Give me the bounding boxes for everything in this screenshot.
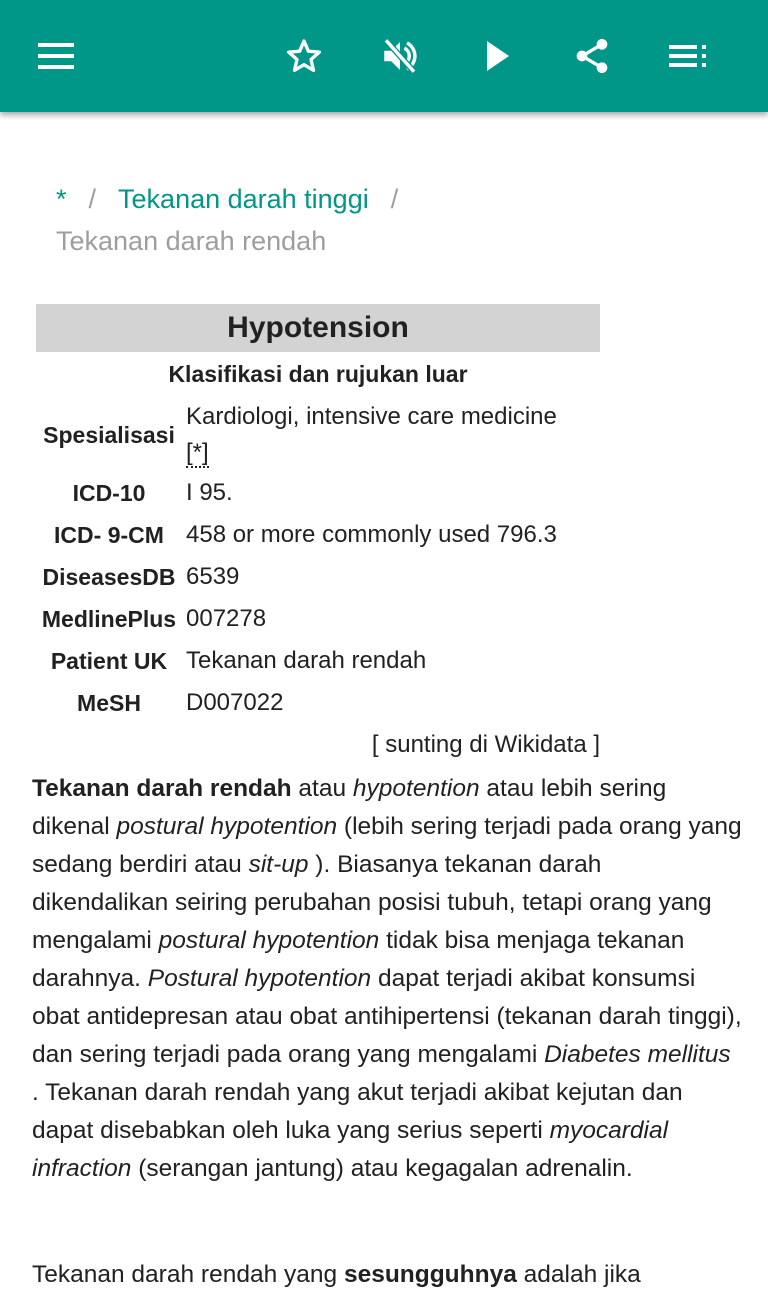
infobox-title: Hypotension [36, 304, 600, 352]
infobox-row [36, 556, 600, 598]
play-button[interactable] [474, 32, 522, 80]
breadcrumb [56, 178, 736, 262]
breadcrumb-separator: / [88, 184, 97, 214]
row-label: ICD- 9-CM [54, 521, 164, 548]
infobox-row [36, 514, 600, 556]
app-bar [0, 0, 768, 112]
breadcrumb-separator: / [390, 184, 399, 214]
breadcrumb-current: Tekanan darah rendah [56, 226, 327, 256]
playlist-icon [669, 45, 707, 67]
row-label: Patient UK [50, 647, 168, 674]
row-label: MedlinePlus [41, 605, 177, 632]
infobox-row [36, 640, 600, 682]
menu-icon [38, 43, 74, 69]
text: tidak bisa menjaga tekanan darahnya. [32, 927, 685, 992]
play-icon [485, 41, 511, 71]
bold-text: Tekanan darah rendah [32, 775, 292, 802]
infobox [36, 304, 600, 766]
star-icon [284, 36, 324, 76]
text: (serangan jantung) atau kegagalan adrenalin. [131, 1155, 633, 1182]
text: atau [291, 775, 353, 802]
row-label: ICD-10 [72, 479, 146, 506]
italic-text: myocardial infraction [32, 1117, 669, 1182]
article-paragraph [32, 1256, 742, 1294]
text: atau lebih sering dikenal [32, 775, 667, 840]
row-value: Tekanan darah rendah [186, 647, 427, 674]
edit-wikidata-link[interactable]: [ sunting di Wikidata ] [371, 731, 600, 758]
italic-text: postural hypotention [158, 927, 380, 954]
share-icon [572, 35, 612, 77]
menu-button[interactable] [32, 32, 80, 80]
italic-text: sit-up [248, 851, 309, 878]
row-value: D007022 [186, 689, 284, 716]
row-value: 458 or more commonly used 796.3 [186, 521, 557, 548]
text: (lebih sering terjadi pada orang yang sedang berdiri atau [32, 813, 742, 878]
infobox-row [36, 598, 600, 640]
italic-text: postural hypotention [116, 813, 338, 840]
row-value: 6539 [186, 563, 240, 590]
row-value: 007278 [186, 605, 267, 632]
infobox-row [36, 398, 600, 472]
row-label: MeSH [77, 689, 141, 716]
mute-button[interactable] [376, 32, 424, 80]
row-value: Kardiologi, intensive care medicine [186, 403, 557, 430]
text: . Tekanan darah rendah yang akut terjadi akibat kejutan dan dapat disebabkan oleh luka yang serius seperti [32, 1079, 683, 1144]
infobox-row [36, 472, 600, 514]
breadcrumb-parent-link[interactable]: Tekanan darah tinggi [118, 184, 369, 214]
italic-text: hypotention [352, 775, 480, 802]
citation-link[interactable]: [*] [186, 439, 209, 466]
contents-button[interactable] [664, 32, 712, 80]
italic-text: Diabetes mellitus [544, 1041, 731, 1068]
share-button[interactable] [568, 32, 616, 80]
infobox-subtitle: Klasifikasi dan rujukan luar [168, 361, 468, 387]
row-label: Spesialisasi [43, 421, 175, 448]
text: Tekanan darah rendah yang [32, 1261, 344, 1288]
bold-text: sesungguhnya [343, 1261, 517, 1288]
text: dapat terjadi akibat konsumsi obat antidepresan atau obat antihipertensi (tekanan darah tinggi), dan sering terjadi pada orang yang mengalami [32, 965, 742, 1068]
bookmark-button[interactable] [280, 32, 328, 80]
article-paragraph [32, 770, 742, 1188]
volume-off-icon [379, 35, 421, 77]
row-value: I 95. [186, 479, 233, 506]
text: adalah jika [516, 1261, 641, 1288]
row-label: DiseasesDB [42, 563, 176, 590]
infobox-row [36, 682, 600, 724]
italic-text: Postural hypotention [147, 965, 372, 992]
breadcrumb-root-link[interactable]: * [56, 184, 67, 214]
text: ). Biasanya tekanan darah dikendalikan seiring perubahan posisi tubuh, tetapi orang yang mengalami [32, 851, 712, 954]
